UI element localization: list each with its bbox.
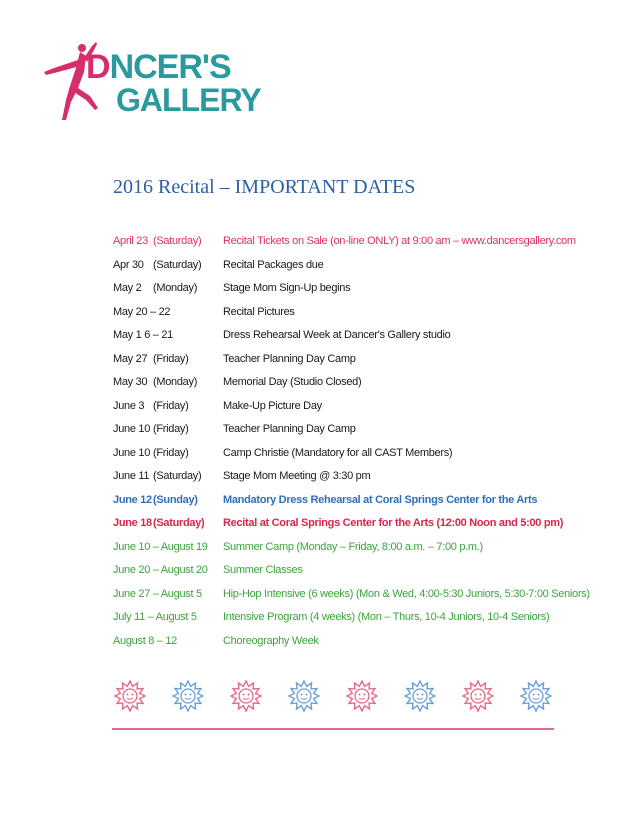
date-row-event: Teacher Planning Day Camp bbox=[223, 352, 356, 365]
date-row-date: June 18 bbox=[113, 517, 152, 529]
date-row-date: May 27 bbox=[113, 352, 148, 365]
date-row-event: Camp Christie (Mandatory for all CAST Members) bbox=[223, 446, 453, 459]
sun-icon bbox=[288, 680, 320, 712]
dancers-gallery-logo bbox=[40, 38, 261, 124]
date-row-date: Apr 30 bbox=[113, 258, 144, 271]
date-row-date: June 10 bbox=[113, 423, 151, 435]
date-row-event: Summer Classes bbox=[223, 564, 303, 576]
logo-wordmark-line2: GALLERY bbox=[116, 82, 261, 118]
sun-icon bbox=[172, 680, 204, 712]
date-row-event: Intensive Program (4 weeks) (Mon – Thurs, 10-4 Juniors, 10-4 Seniors) bbox=[223, 611, 550, 623]
date-row-day: (Friday) bbox=[153, 446, 189, 459]
date-row-event: Recital at Coral Springs Center for the Arts (12:00 Noon and 5:00 pm) bbox=[223, 517, 564, 529]
date-row-date: June 12 bbox=[113, 493, 152, 506]
date-row-date: June 3 bbox=[113, 399, 145, 412]
date-row-day: (Friday) bbox=[153, 423, 189, 435]
date-row-event: Mandatory Dress Rehearsal at Coral Springs Center for the Arts bbox=[223, 493, 538, 506]
date-row-date: June 10 – August 19 bbox=[113, 540, 208, 553]
date-row-date: June 11 bbox=[113, 470, 150, 482]
date-row-event: Dress Rehearsal Week at Dancer's Gallery studio bbox=[223, 329, 451, 341]
date-row-event: Recital Pictures bbox=[223, 305, 295, 318]
date-row-date: June 10 bbox=[113, 446, 151, 459]
date-row-day: (Saturday) bbox=[153, 517, 205, 529]
date-row-date: May 1 6 – 21 bbox=[113, 329, 173, 341]
date-row-event: Teacher Planning Day Camp bbox=[223, 423, 356, 435]
date-row-event: Recital Tickets on Sale (on-line ONLY) at 9:00 am – www.dancersgallery.com bbox=[223, 235, 576, 247]
sun-icon bbox=[114, 680, 146, 712]
date-row-day: (Friday) bbox=[153, 399, 189, 412]
date-row-day: (Friday) bbox=[153, 352, 189, 365]
date-row-event: Recital Packages due bbox=[223, 258, 324, 271]
date-row-event: Stage Mom Meeting @ 3:30 pm bbox=[223, 470, 371, 482]
date-row-date: April 23 bbox=[113, 235, 148, 247]
date-row-event: Summer Camp (Monday – Friday, 8:00 a.m. – 7:00 p.m.) bbox=[223, 540, 483, 553]
date-row-day: (Saturday) bbox=[153, 235, 202, 247]
date-row-event: Memorial Day (Studio Closed) bbox=[223, 376, 362, 388]
divider-line bbox=[112, 728, 554, 730]
date-row-date: May 30 bbox=[113, 376, 148, 388]
date-row-day: (Saturday) bbox=[153, 470, 202, 482]
logo-wordmark-line1: DNCER'S bbox=[86, 48, 231, 86]
date-row-event: Choreography Week bbox=[223, 634, 319, 647]
date-row-day: (Monday) bbox=[153, 376, 198, 388]
sun-icon bbox=[230, 680, 262, 712]
date-row-date: August 8 – 12 bbox=[113, 634, 177, 647]
date-row-event: Hip-Hop Intensive (6 weeks) (Mon & Wed, 4:00-5:30 Juniors, 5:30-7:00 Seniors) bbox=[223, 587, 590, 600]
date-row-day: (Sunday) bbox=[153, 493, 198, 506]
date-row-date: July 11 – August 5 bbox=[113, 611, 197, 623]
date-row-day: (Monday) bbox=[153, 282, 198, 294]
sun-icon bbox=[520, 680, 552, 712]
date-row-date: May 2 bbox=[113, 282, 142, 294]
sun-icon bbox=[404, 680, 436, 712]
sun-decoration-row bbox=[112, 680, 552, 720]
sun-icon bbox=[346, 680, 378, 712]
date-row-date: May 20 – 22 bbox=[113, 305, 171, 318]
page-title: 2016 Recital – IMPORTANT DATES bbox=[113, 176, 416, 198]
date-row-day: (Saturday) bbox=[153, 258, 202, 271]
sun-icon bbox=[462, 680, 494, 712]
date-row-date: June 27 – August 5 bbox=[113, 587, 202, 600]
date-row-event: Stage Mom Sign-Up begins bbox=[223, 282, 351, 294]
date-row-date: June 20 – August 20 bbox=[113, 564, 208, 576]
date-row-event: Make-Up Picture Day bbox=[223, 399, 322, 412]
